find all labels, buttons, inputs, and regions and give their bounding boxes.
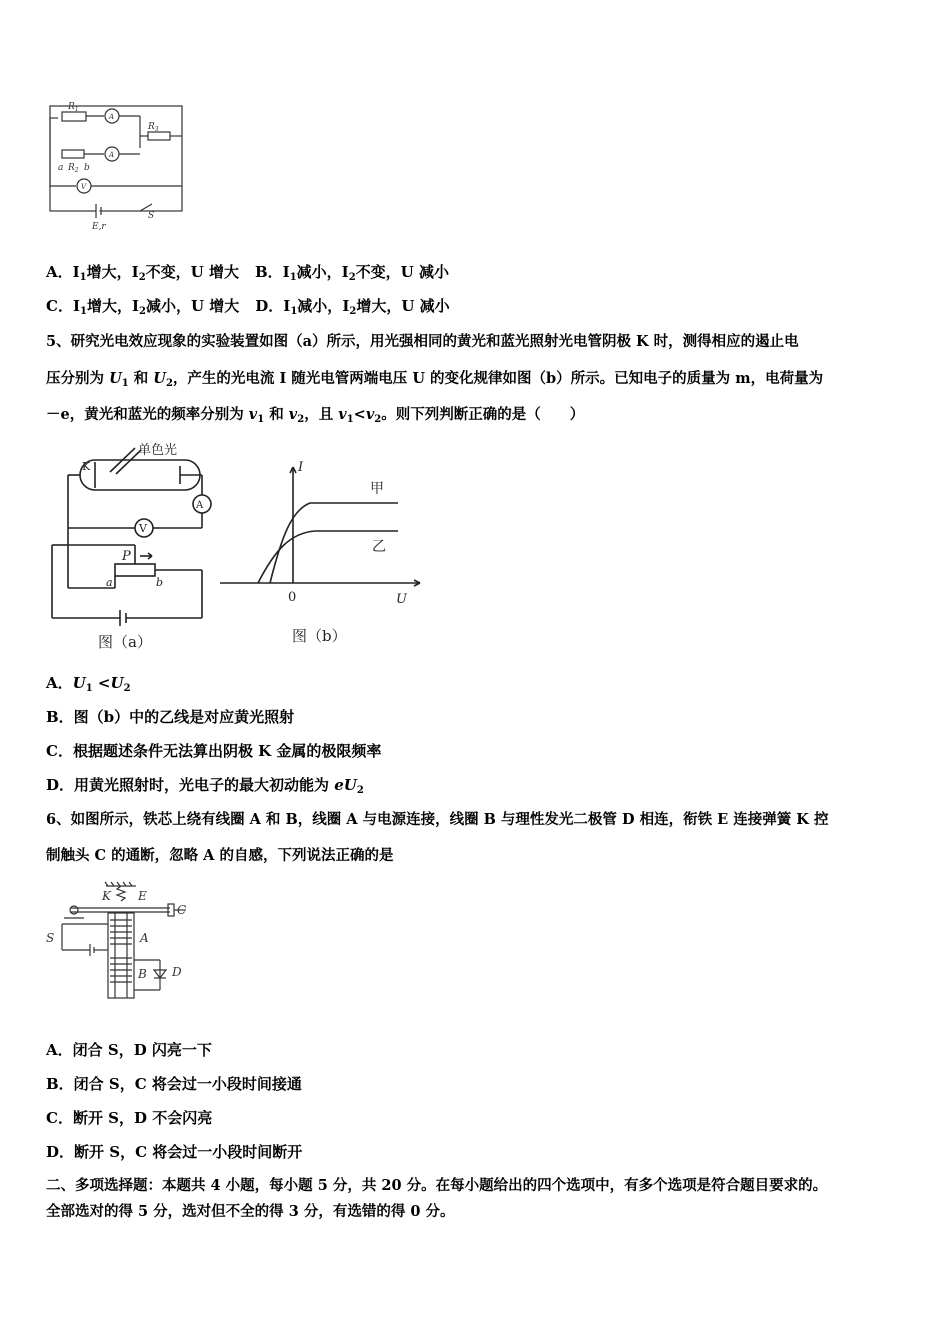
q4-a-label: a — [58, 163, 64, 173]
q5a-p-label: P — [122, 549, 131, 564]
q6-option-d[interactable]: D．断开 S，C 将会过一小段时间断开 — [46, 1143, 303, 1161]
q6-stem-line1: 6、如图所示，铁芯上绕有线圈 A 和 B，线圈 A 与电源连接，线圈 B 与理性发光二极管 D 相连，衔铁 E 连接弹簧 K 控 — [46, 811, 829, 828]
q6-k-label: K — [102, 889, 111, 903]
q5-stem-line2: 压分别为 $U_1$ 和 $U_2$，产生的光电流 I 随光电管两端电压 U 的变化规律如图（b）所示。已知电子的质量为 m，电荷量为 — [46, 370, 824, 389]
q6-figure — [40, 878, 200, 1003]
q6-option-c[interactable]: C．断开 S，D 不会闪亮 — [46, 1109, 213, 1127]
q5a-caption: 图（a） — [98, 633, 152, 651]
q5b-origin-label: 0 — [288, 590, 297, 605]
q4-a2-label: A — [109, 151, 115, 159]
section2-heading-line1: 二、多项选择题：本题共 4 小题，每小题 5 分，共 20 分。在每小题给出的四个选项中，有多个选项是符合题目要求的。 — [46, 1177, 828, 1194]
q4-b-label: b — [84, 163, 90, 173]
q5a-light-label: 单色光 — [138, 443, 178, 458]
q6-d-label: D — [172, 965, 182, 979]
section2-heading-line2: 全部选对的得 5 分，选对但不全的得 3 分，有选错的得 0 分。 — [46, 1203, 455, 1220]
q4-s-label: S — [148, 211, 155, 221]
q5b-caption: 图（b） — [292, 627, 347, 645]
q5a-ammeter-label: A — [196, 500, 204, 511]
q4-r1-label: $R_1$ — [68, 102, 79, 113]
q4-option-d[interactable]: D．$I_1$减小，$I_2$增大，U 减小 — [255, 297, 450, 317]
q6-a-label: A — [140, 931, 149, 945]
q6-b-label: B — [138, 967, 147, 981]
q5a-voltmeter-label: V — [139, 522, 147, 535]
q5a-b-label: b — [156, 576, 164, 589]
q6-stem-line2: 制触头 C 的通断，忽略 A 的自感，下列说法正确的是 — [46, 847, 394, 864]
q4-option-a[interactable]: A．$I_1$增大，$I_2$不变，U 增大 — [46, 263, 239, 283]
q4-options-cd — [46, 296, 450, 322]
q5b-i-axis-label: I — [298, 460, 304, 475]
q4-circuit-figure — [40, 98, 190, 233]
q4-v-label: V — [81, 183, 87, 191]
q5-figure-a — [40, 440, 230, 655]
q5a-k-label: K — [82, 460, 91, 473]
q5-stem-line3: －e，黄光和蓝光的频率分别为 $v_1$ 和 $v_2$，且 $v_1<v_2$。则下列判断正确的是（ ） — [46, 406, 585, 425]
q5-option-d[interactable]: D．用黄光照射时，光电子的最大初动能为 $eU_2$ — [46, 776, 364, 796]
q6-option-b[interactable]: B．闭合 S，C 将会过一小段时间接通 — [46, 1075, 302, 1093]
q5b-jia-label: 甲 — [370, 481, 384, 497]
q4-option-c[interactable]: C．$I_1$增大，$I_2$减小，U 增大 — [46, 297, 240, 317]
q5-option-b[interactable]: B．图（b）中的乙线是对应黄光照射 — [46, 708, 295, 726]
q4-option-b[interactable]: B．$I_1$减小，$I_2$不变，U 减小 — [254, 263, 449, 283]
q5b-yi-label: 乙 — [372, 539, 386, 555]
q5a-a-label: a — [106, 576, 113, 589]
q6-e-label: E — [138, 889, 147, 903]
q5-figure-b — [220, 455, 430, 650]
q5-option-c[interactable]: C．根据题述条件无法算出阴极 K 金属的极限频率 — [46, 742, 382, 760]
q6-s-label: S — [46, 931, 55, 945]
q4-er-label: E,r — [92, 222, 106, 232]
q6-option-a[interactable]: A．闭合 S，D 闪亮一下 — [46, 1041, 212, 1059]
q4-r3-label: $R_3$ — [148, 122, 159, 133]
q5b-u-axis-label: U — [396, 592, 407, 607]
q4-r2-label: $R_2$ — [68, 163, 79, 174]
q5-option-a[interactable]: A．$U_1 <U_2$ — [46, 674, 131, 694]
q6-c-label: C — [177, 903, 187, 917]
q4-a1-label: A — [109, 113, 115, 121]
q4-options-ab — [46, 262, 449, 288]
q5-stem-line1: 5、研究光电效应现象的实验装置如图（a）所示，用光强相同的黄光和蓝光照射光电管阴极 K 时，测得相应的遏止电 — [46, 333, 799, 350]
